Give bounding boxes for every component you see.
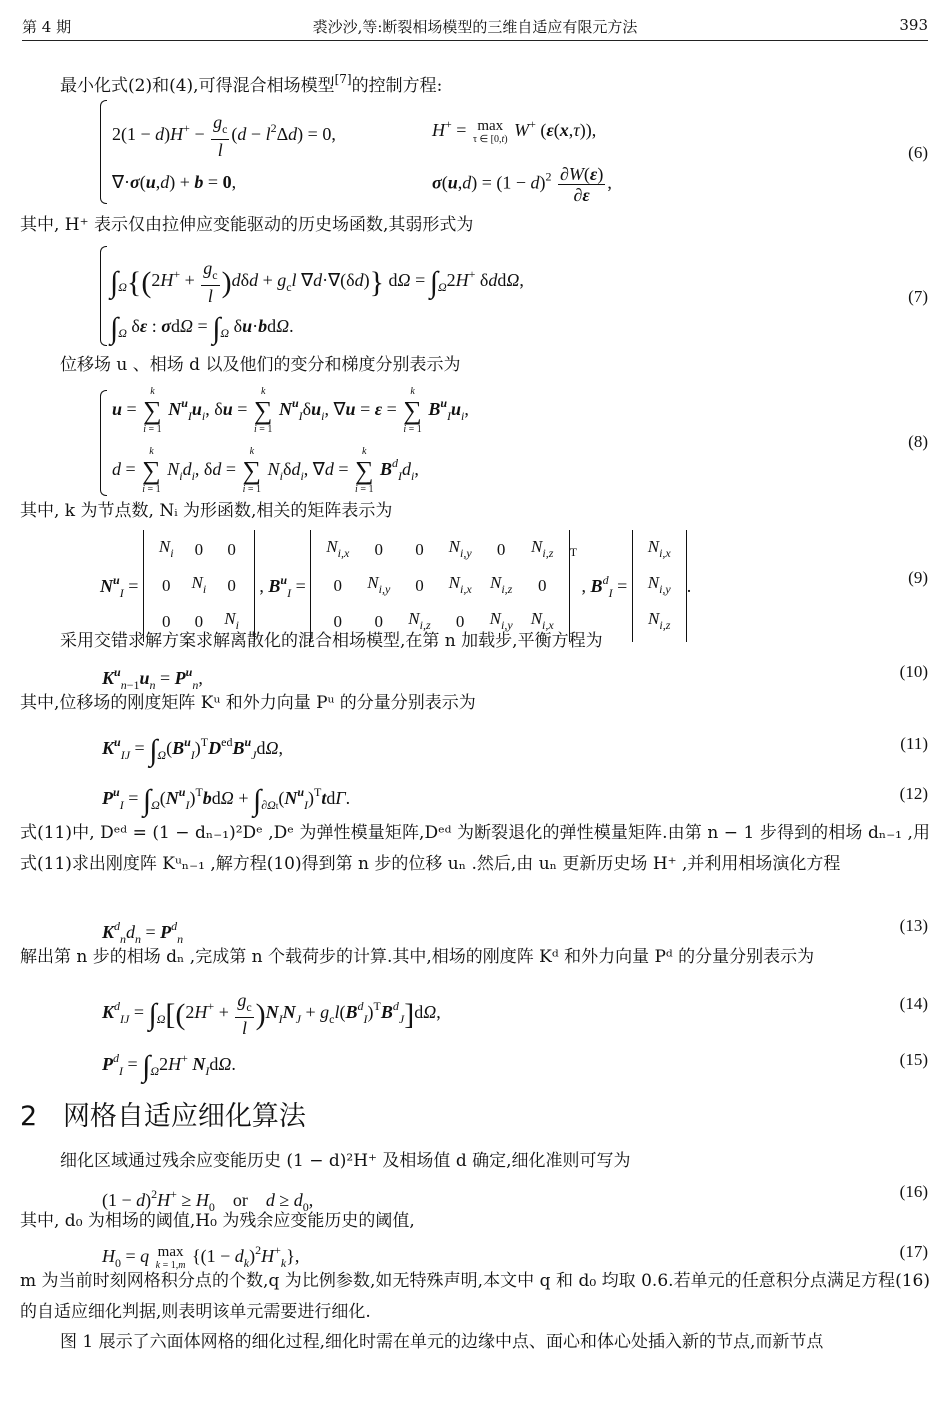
equation-number-16: (16): [899, 1182, 928, 1201]
equation-9: $N^u_I$ = $N_i$ 0 0 0 $N_i$ 0 0 0 $N_i$ , $B^u_I$ = $N_{i,x}$ 0 0 $N_{i,y}$ 0 $N_{i,z}$ 0 $N_{i,y}$ 0 $N_{i,x}$ $N_{i,z}$ 0 0 0 $N_{i,z}$ 0 $N_{i,y}$ $N_{i,x}$ $^T$ , $B^d_I$ = $N_{i,x}$ $N_{i,y}$ $N_{i,z}$ .: [100, 530, 691, 642]
equation-12: $P^u_I = \int_\Omega(N^u_I)^Tbd\Omega + \int_{\partial\Omega t}(N^u_I)^Ttd\Gamma$.: [102, 784, 351, 817]
equation-8-line-1: u = k ∑ i = 1 $N^u_Iu_i$, δu = k ∑ i = 1 $N^u_I\delta u_i$, ∇u = ε = k ∑ i = 1 $B^u_Iu_i$,: [112, 386, 469, 435]
equation-6-history: H+ = max τ ∈ [0,t) W+ (ε(x,τ)),: [432, 117, 597, 145]
equation-17: $H_0 = q$ max k = 1,m $\{(1 - d_k)^2H^+_k\}$,: [102, 1243, 300, 1271]
paragraph-10: 其中, d₀ 为相场的阈值,H₀ 为残余应变能历史的阈值,: [20, 1211, 415, 1231]
citation-ref: [7]: [334, 72, 352, 86]
paragraph-2: 其中, H⁺ 表示仅由拉伸应变能驱动的历史场函数,其弱形式为: [20, 215, 474, 235]
equation-number-7: (7): [908, 287, 928, 306]
section-heading: [20, 1094, 306, 1133]
equation-number-11: (11): [900, 734, 928, 753]
matrix-B-u: $N_{i,x}$ 0 0 $N_{i,y}$ 0 $N_{i,z}$ 0 $N_{i,y}$ 0 $N_{i,x}$ $N_{i,z}$ 0 0 0 $N_{i,z}$ 0 $N_{i,y}$ $N_{i,x}$: [310, 530, 569, 642]
equation-10: $K^u_{n-1}u_n = P^u_n$,: [102, 665, 203, 692]
section-title: 网格自适应细化算法: [62, 1101, 306, 1132]
equation-brace: [100, 390, 107, 496]
paragraph-7: 式(11)中, Dᵉᵈ = (1 − dₙ₋₁)²Dᵉ ,Dᵉ 为弹性模量矩阵,Dᵉᵈ 为断裂退化的弹性模量矩阵.由第 n − 1 步得到的相场 dₙ₋₁ ,用式(11)求出刚度阵 Kᵘₙ₋₁ ,解方程(10)得到第 n 步的位移 uₙ .然后,由 uₙ 更新历史场 H⁺ ,并利用相场演化方程: [20, 823, 930, 874]
equation-16: $(1 - d)^2H^+ \ge H_0$ or $d \ge d_0$,: [102, 1187, 314, 1214]
equation-number-17: (17): [899, 1242, 928, 1261]
equation-6-line-2: ∇·σ(u,d) + b = 0,: [112, 172, 237, 192]
equation-brace: [100, 246, 107, 346]
equation-7-line-2: $\int_\Omega$ δε : $\sigma d\Omega = \int_\Omega$ δu·bdΩ.: [110, 312, 294, 345]
equation-8-line-2: d = k ∑ i = 1 $N_id_i$, δd = k ∑ i = 1 $N_i\delta d_i$, ∇d = k ∑ i = 1 $B^d_Id_i$,: [112, 446, 419, 495]
equation-6-line-1: 2(1 − d)H+ − $\frac{g_c}{l}$ $(d - l^2\Delta d) = 0$,: [112, 112, 336, 160]
paragraph-5: 采用交错求解方案求解离散化的混合相场模型,在第 n 加载步,平衡方程为: [60, 631, 603, 651]
equation-number-9: (9): [908, 568, 928, 587]
equation-13: $K^d_nd_n = P^d_n$: [102, 919, 184, 946]
matrix-N: $N_i$ 0 0 0 $N_i$ 0 0 0 $N_i$: [143, 530, 255, 642]
paragraph-4: 其中, k 为节点数, Nᵢ 为形函数,相关的矩阵表示为: [20, 501, 393, 521]
equation-15: $P^d_I = \int_\Omega 2H^+$ $N_Id\Omega$.: [102, 1050, 236, 1083]
paragraph-12: 图 1 展示了六面体网格的细化过程,细化时需在单元的边缘中点、面心和体心处插入新的节点,而新节点: [60, 1332, 824, 1352]
paragraph-6: 其中,位移场的刚度矩阵 Kᵘ 和外力向量 Pᵘ 的分量分别表示为: [20, 693, 476, 713]
equation-number-8: (8): [908, 432, 928, 451]
equation-number-6: (6): [908, 143, 928, 162]
equation-number-13: (13): [899, 916, 928, 935]
equation-number-10: (10): [899, 662, 928, 681]
equation-7-line-1: $\int_\Omega\{(2H^+$ + $\frac{g_c}{l}$ )$d\delta d + g_cl$ ∇d·∇(δd)} $d\Omega = \int_\Omega 2H^+$ δddΩ,: [110, 258, 524, 306]
equation-6-stress: $\sigma(u,d) = (1 - d)^2$ $\frac{\partial W(\varepsilon)}{\partial\varepsilon}$ ,: [432, 164, 612, 205]
paragraph-8: 解出第 n 步的相场 dₙ ,完成第 n 个载荷步的计算.其中,相场的刚度阵 Kᵈ 和外力向量 Pᵈ 的分量分别表示为: [20, 947, 815, 967]
paragraph-11: m 为当前时刻网格积分点的个数,q 为比例参数,如无特殊声明,本文中 q 和 d₀ 均取 0.6.若单元的任意积分点满足方程(16)的自适应细化判据,则表明该单元需要进行细化.: [20, 1271, 930, 1322]
equation-number-15: (15): [899, 1050, 928, 1069]
equation-brace: [100, 100, 107, 204]
paragraph-1: 最小化式(2)和(4),可得混合相场模型[7]的控制方程:: [60, 72, 443, 96]
running-title: 裘沙沙,等:断裂相场模型的三维自适应有限元方法: [312, 18, 638, 36]
equation-number-14: (14): [899, 994, 928, 1013]
matrix-B-d: $N_{i,x}$ $N_{i,y}$ $N_{i,z}$: [632, 530, 687, 642]
equation-14: $K^d_{IJ} = \int_\Omega[(2H^+$ + $\frac{g_c}{l}$ )$N_IN_J + g_cl(B^d_I)^TB^d_J]d\Omega$,: [102, 990, 441, 1038]
journal-issue: 第 4 期: [22, 18, 72, 36]
equation-number-12: (12): [899, 784, 928, 803]
page-number: 393: [899, 16, 928, 34]
paragraph-3: 位移场 u 、相场 d 以及他们的变分和梯度分别表示为: [60, 355, 461, 375]
equation-11: $K^u_{IJ} = \int_\Omega(B^u_I)^TD^{ed}B^u_Jd\Omega$,: [102, 734, 284, 767]
paragraph-9: 细化区域通过残余应变能历史 (1 − d)²H⁺ 及相场值 d 确定,细化准则可写为: [60, 1151, 631, 1171]
section-number: 2: [20, 1101, 38, 1132]
page-header: [22, 14, 928, 41]
